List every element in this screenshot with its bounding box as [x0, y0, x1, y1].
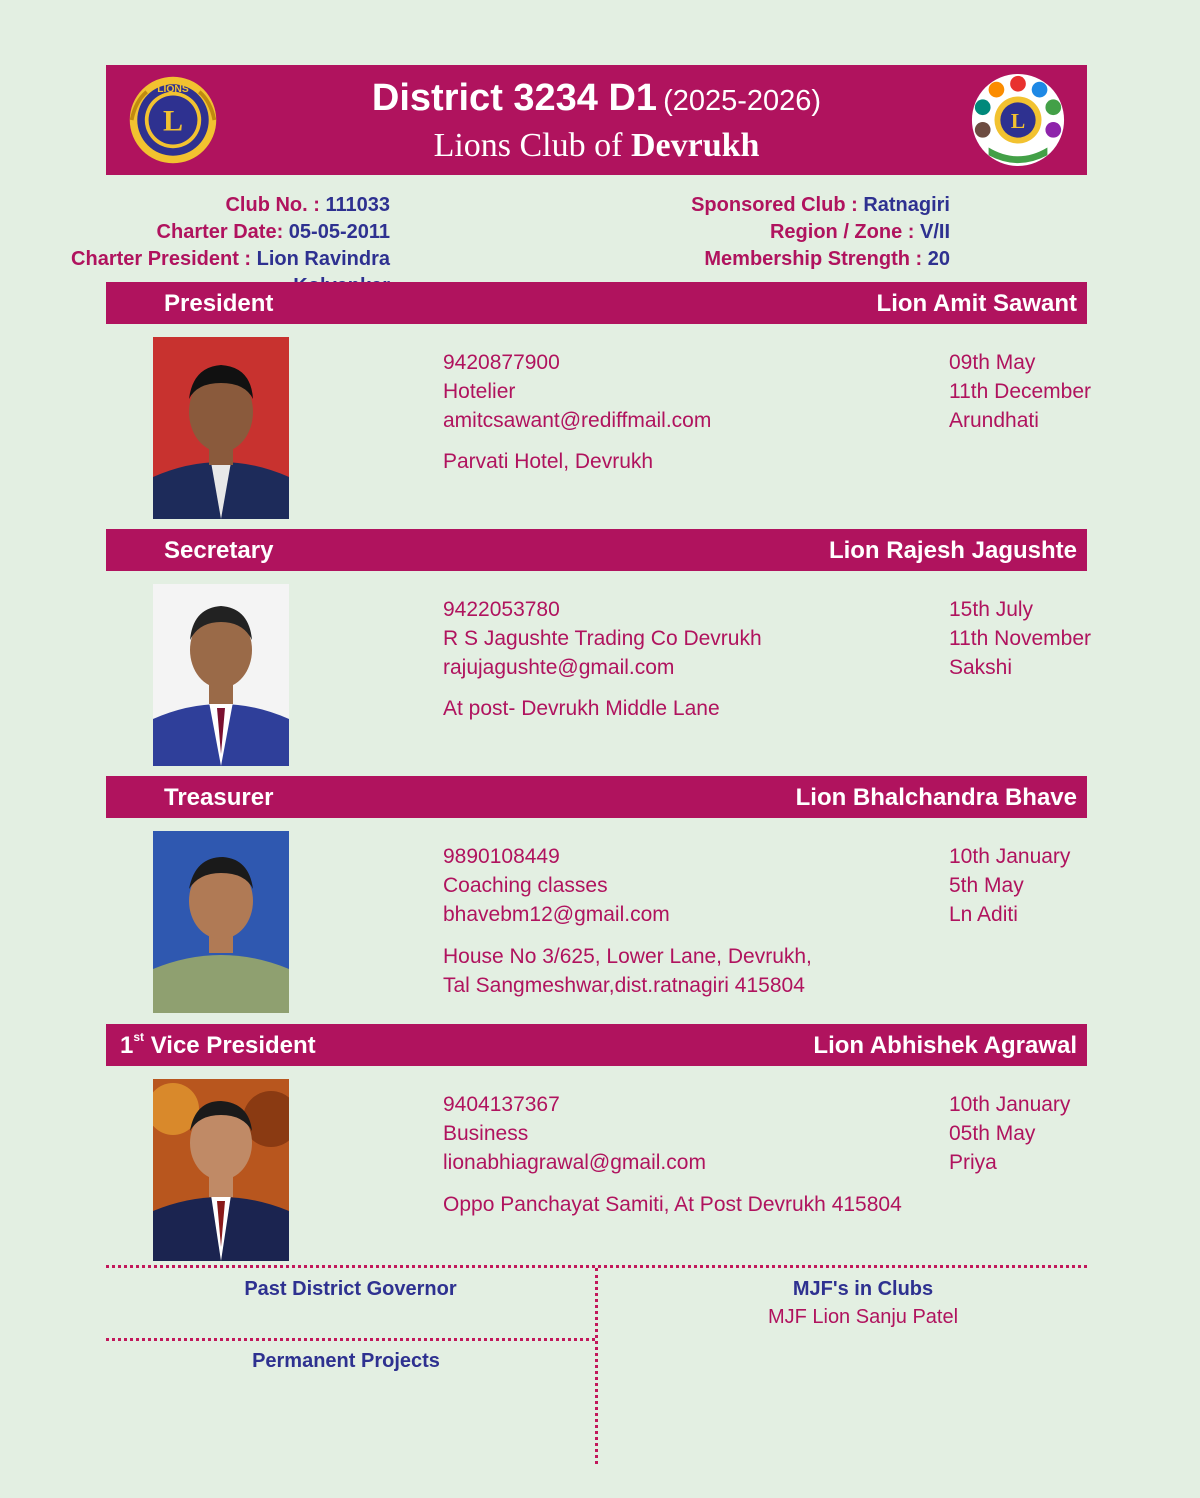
- region-zone-row: [691, 219, 950, 246]
- header-banner: [106, 65, 1087, 175]
- dom-value: 11th November: [949, 627, 1092, 650]
- occupation-value: Business: [443, 1122, 529, 1145]
- address-value-line2: Tal Sangmeshwar,dist.ratnagiri 415804: [443, 974, 805, 997]
- officer-role: President: [164, 290, 274, 317]
- officer-role: Treasurer: [164, 784, 274, 811]
- membership-strength-label: Membership Strength :: [704, 248, 928, 270]
- district-name: District 3234 D1: [371, 77, 658, 119]
- club-number-row: [0, 192, 390, 219]
- spouse-value: Priya: [949, 1151, 997, 1174]
- dom-value: 5th May: [949, 874, 1024, 897]
- portrait-photo-icon: [153, 831, 289, 1013]
- officer-bar-president: [106, 282, 1087, 324]
- officer-name: Lion Amit Sawant: [876, 290, 1077, 317]
- charter-date-label: Charter Date:: [156, 221, 289, 243]
- officer-bar-secretary: [106, 529, 1087, 571]
- portrait-photo-icon: [153, 1079, 289, 1261]
- email-value: amitcsawant@rediffmail.com: [443, 409, 712, 432]
- club-prefix: Lions Club of: [433, 127, 631, 164]
- officer-role: Secretary: [164, 537, 274, 564]
- logo-left-letter: L: [162, 103, 184, 138]
- sponsored-club-row: [691, 192, 950, 219]
- officer-bar-treasurer: [106, 776, 1087, 818]
- dom-value: 11th December: [949, 380, 1092, 403]
- club-name: Devrukh: [630, 127, 760, 164]
- officer-photo: [153, 1079, 289, 1261]
- officer-role-ordinal: st: [133, 1030, 145, 1044]
- charter-date-row: [0, 219, 390, 246]
- mobile-value: 9420877900: [443, 351, 560, 374]
- district-year: (2025-2026): [663, 85, 822, 117]
- mjf-heading: MJF's in Clubs: [792, 1278, 934, 1300]
- footer-divider-middle: [106, 1338, 595, 1341]
- region-zone-value: V/II: [919, 221, 950, 243]
- occupation-value: R S Jagushte Trading Co Devrukh: [443, 627, 762, 650]
- address-value: At post- Devrukh Middle Lane: [443, 697, 720, 720]
- club-info-right: [691, 192, 950, 273]
- occupation-value: Hotelier: [443, 380, 516, 403]
- email-value: lionabhiagrawal@gmail.com: [443, 1151, 706, 1174]
- officer-name: Lion Bhalchandra Bhave: [795, 784, 1077, 811]
- dob-value: 09th May: [949, 351, 1036, 374]
- officer-name: Lion Rajesh Jagushte: [828, 537, 1077, 564]
- charter-president-label: Charter President :: [71, 248, 257, 270]
- address-value: Parvati Hotel, Devrukh: [443, 450, 654, 473]
- dob-value: 10th January: [949, 845, 1071, 868]
- logo-left-text: LIONS: [157, 83, 189, 95]
- portrait-photo-icon: [153, 337, 289, 519]
- dob-value: 15th July: [949, 598, 1034, 621]
- occupation-value: Coaching classes: [443, 874, 608, 897]
- officer-bar-vice-president: [106, 1024, 1087, 1066]
- permanent-projects-heading: Permanent Projects: [252, 1350, 440, 1372]
- mobile-value: 9890108449: [443, 845, 560, 868]
- officer-name: Lion Abhishek Agrawal: [813, 1032, 1077, 1059]
- sponsored-club-value: Ratnagiri: [863, 194, 950, 216]
- spouse-value: Arundhati: [949, 409, 1039, 432]
- past-district-governor-heading: Past District Governor: [244, 1278, 457, 1300]
- dom-value: 05th May: [949, 1122, 1036, 1145]
- club-title: [106, 127, 1087, 165]
- mjf-value: MJF Lion Sanju Patel: [767, 1306, 959, 1328]
- club-number-label: Club No. :: [225, 194, 326, 216]
- officer-role-title: Vice President: [144, 1032, 316, 1059]
- sponsored-club-label: Sponsored Club :: [691, 194, 864, 216]
- club-emblem-logo: [969, 71, 1067, 169]
- spouse-value: Sakshi: [949, 656, 1013, 679]
- membership-strength-value: 20: [927, 248, 950, 270]
- officer-photo: [153, 337, 289, 519]
- officer-role: [120, 1032, 316, 1060]
- district-title: [106, 77, 1087, 120]
- charter-date-value: 05-05-2011: [288, 221, 390, 243]
- address-value: Oppo Panchayat Samiti, At Post Devrukh 415804: [443, 1193, 902, 1216]
- officer-photo: [153, 831, 289, 1013]
- membership-strength-row: [691, 246, 950, 273]
- officer-role-number: 1: [120, 1032, 134, 1059]
- mobile-value: 9422053780: [443, 598, 560, 621]
- spouse-value: Ln Aditi: [949, 903, 1018, 926]
- officer-photo: [153, 584, 289, 766]
- email-value: rajujagushte@gmail.com: [443, 656, 675, 679]
- logo-right-letter: L: [1010, 108, 1026, 133]
- club-number-value: 111033: [325, 194, 390, 216]
- portrait-photo-icon: [153, 584, 289, 766]
- region-zone-label: Region / Zone :: [769, 221, 920, 243]
- dob-value: 10th January: [949, 1093, 1071, 1116]
- charter-president-value: Lion Ravindra: [256, 248, 390, 270]
- mobile-value: 9404137367: [443, 1093, 560, 1116]
- address-value: House No 3/625, Lower Lane, Devrukh,: [443, 945, 812, 968]
- email-value: bhavebm12@gmail.com: [443, 903, 670, 926]
